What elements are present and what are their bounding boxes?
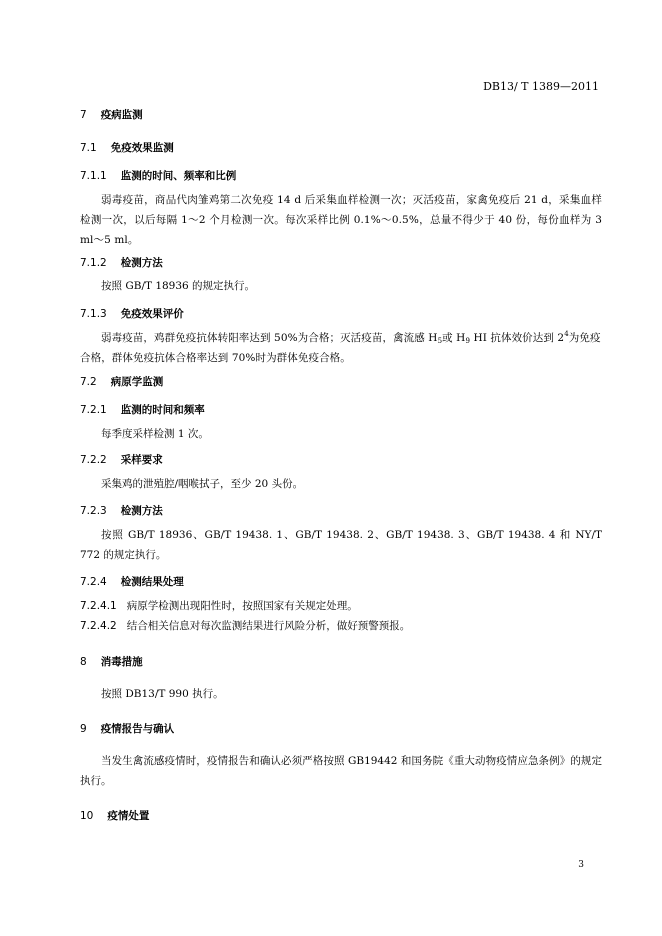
subscript: 9 bbox=[465, 337, 470, 345]
heading-7-1 bbox=[80, 140, 600, 155]
heading-7 bbox=[80, 107, 600, 122]
heading-title: 免疫效果监测 bbox=[110, 142, 174, 154]
heading-number: 10 bbox=[80, 810, 94, 822]
heading-title: 监测的时间、频率和比例 bbox=[120, 170, 237, 182]
heading-title: 检测方法 bbox=[120, 257, 163, 269]
paragraph-7-2-1: 每季度采样检测 1 次。 bbox=[101, 428, 209, 440]
heading-number: 7.2.3 bbox=[80, 505, 107, 517]
standard-code-header: DB13/ T 1389—2011 bbox=[483, 80, 599, 93]
heading-number: 7.1.3 bbox=[80, 308, 107, 320]
text: HI 抗体效价达到 2 bbox=[470, 332, 565, 344]
heading-number: 7.2 bbox=[80, 376, 97, 388]
page-number: 3 bbox=[578, 860, 584, 870]
heading-7-2 bbox=[80, 374, 600, 389]
superscript: 4 bbox=[564, 330, 569, 338]
paragraph-7-1-1: 弱毒疫苗，商品代肉雏鸡第二次免疫 14 d 后采集血样检测一次；灭活疫苗，家禽免疫后 21 d，采集血样检测一次，以后每隔 1～2 个月检测一次。每次采样比例 0.1%～0.5%，总量不得少于 40 份，每份血样为 3 ml～5 ml。 bbox=[80, 194, 602, 246]
item-7-2-4-2 bbox=[80, 618, 600, 633]
item-number: 7.2.4.2 bbox=[80, 620, 117, 632]
heading-title: 疫病监测 bbox=[100, 109, 143, 121]
heading-title: 免疫效果评价 bbox=[120, 308, 184, 320]
heading-title: 采样要求 bbox=[120, 454, 163, 466]
heading-title: 检测结果处理 bbox=[120, 576, 184, 588]
heading-7-2-2 bbox=[80, 452, 600, 467]
heading-number: 8 bbox=[80, 656, 87, 668]
paragraph-9: 当发生禽流感疫情时，疫情报告和确认必须严格按照 GB19442 和国务院《重大动物疫情应急条例》的规定执行。 bbox=[80, 755, 602, 787]
paragraph-7-1-3 bbox=[80, 328, 602, 368]
heading-7-2-3 bbox=[80, 503, 600, 518]
heading-7-2-1 bbox=[80, 402, 600, 417]
heading-number: 7.1 bbox=[80, 142, 97, 154]
heading-number: 7.2.2 bbox=[80, 454, 107, 466]
item-text: 病原学检测出现阳性时，按照国家有关规定处理。 bbox=[126, 600, 358, 612]
heading-7-2-4 bbox=[80, 574, 600, 589]
heading-number: 7.2.4 bbox=[80, 576, 107, 588]
heading-number: 7.1.2 bbox=[80, 257, 107, 269]
text: 为免疫合格，群体免疫抗体合格率达到 70%时为群体免疫合格。 bbox=[80, 332, 601, 364]
heading-title: 病原学监测 bbox=[110, 376, 164, 388]
heading-number: 7 bbox=[80, 109, 87, 121]
heading-10 bbox=[80, 808, 600, 823]
text: 弱毒疫苗，鸡群免疫抗体转阳率达到 50%为合格；灭活疫苗，禽流感 H bbox=[101, 332, 438, 344]
paragraph-7-2-3: 按照 GB/T 18936、GB/T 19438. 1、GB/T 19438. 2、GB/T 19438. 3、GB/T 19438. 4 和 NY/T 772 的规定执行。 bbox=[80, 529, 602, 561]
heading-title: 消毒措施 bbox=[100, 656, 143, 668]
subscript: 5 bbox=[437, 337, 443, 345]
paragraph-7-2-2: 采集鸡的泄殖腔/咽喉拭子，至少 20 头份。 bbox=[101, 478, 304, 490]
item-number: 7.2.4.1 bbox=[80, 600, 117, 612]
text: 或 H bbox=[442, 332, 466, 344]
item-text: 结合相关信息对每次监测结果进行风险分析，做好预警预报。 bbox=[126, 620, 411, 632]
heading-number: 9 bbox=[80, 723, 87, 735]
paragraph-8: 按照 DB13/T 990 执行。 bbox=[101, 688, 224, 700]
heading-title: 检测方法 bbox=[120, 505, 163, 517]
heading-title: 疫情报告与确认 bbox=[100, 723, 175, 735]
paragraph-7-1-2: 按照 GB/T 18936 的规定执行。 bbox=[101, 280, 256, 292]
heading-title: 疫情处置 bbox=[107, 810, 150, 822]
heading-number: 7.1.1 bbox=[80, 170, 107, 182]
heading-title: 监测的时间和频率 bbox=[120, 404, 205, 416]
heading-number: 7.2.1 bbox=[80, 404, 107, 416]
heading-7-1-3 bbox=[80, 306, 600, 321]
heading-9 bbox=[80, 721, 600, 736]
heading-7-1-2 bbox=[80, 255, 600, 270]
heading-8 bbox=[80, 654, 600, 669]
item-7-2-4-1 bbox=[80, 598, 600, 613]
heading-7-1-1 bbox=[80, 168, 600, 183]
